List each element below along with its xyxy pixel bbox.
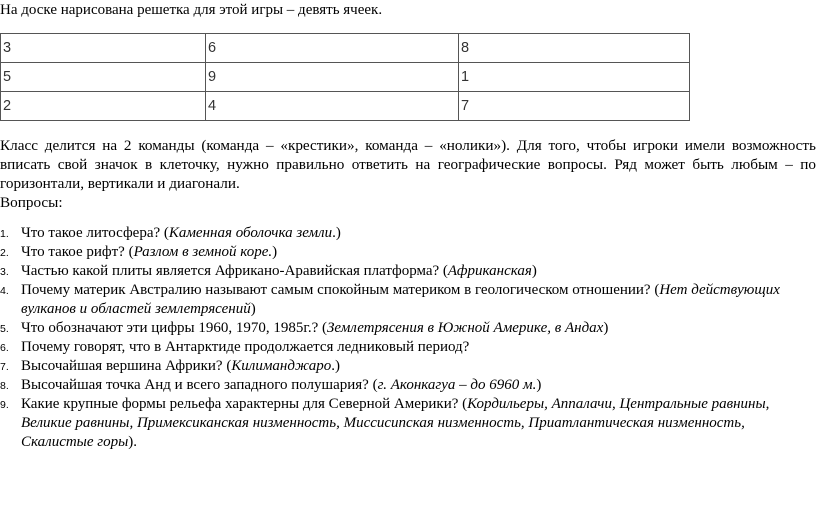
question-number: 8. <box>0 380 9 392</box>
question-number: 5. <box>0 323 9 335</box>
answer-text: Африканская <box>447 263 532 279</box>
answer-tail: .) <box>332 225 341 241</box>
question-text: Что обозначают эти цифры 1960, 1970, 1985г.? ( <box>21 320 327 336</box>
grid-cell: 4 <box>206 92 459 121</box>
grid-row <box>1 63 690 92</box>
question-text: Почему говорят, что в Антарктиде продолжается ледниковый период? <box>21 339 470 355</box>
question-item <box>0 357 816 376</box>
answer-tail: ) <box>603 320 609 336</box>
question-text: Высочайшая точка Анд и всего западного полушария? ( <box>21 377 378 393</box>
answer-text: Килиманджаро <box>231 358 332 374</box>
answer-tail: ) <box>536 377 542 393</box>
question-number: 1. <box>0 228 9 240</box>
questions-label: Вопросы: <box>0 194 63 211</box>
intro-text: На доске нарисована решетка для этой игры – девять ячеек. <box>0 2 383 18</box>
answer-text: Землетрясения в Южной Америке, в Андах <box>327 320 604 336</box>
grid-cell: 7 <box>459 92 690 121</box>
grid-cell: 6 <box>206 34 459 63</box>
question-text: Что такое рифт? ( <box>21 244 134 260</box>
question-text: Какие крупные формы рельефа характерны для Северной Америки? ( <box>21 396 468 412</box>
grid-cell: 8 <box>459 34 690 63</box>
game-grid <box>0 33 690 121</box>
grid-cell: 1 <box>459 63 690 92</box>
answer-tail: ). <box>128 434 138 450</box>
grid-cell: 9 <box>206 63 459 92</box>
question-number: 6. <box>0 342 9 354</box>
grid-cell: 2 <box>1 92 206 121</box>
answer-text: Нет действующих вулканов и областей землетрясений <box>21 282 780 317</box>
grid-cell: 3 <box>1 34 206 63</box>
question-item <box>0 281 816 319</box>
question-number: 7. <box>0 361 9 373</box>
question-text: Что такое литосфера? ( <box>21 225 169 241</box>
question-number: 2. <box>0 247 9 259</box>
question-number: 9. <box>0 399 9 411</box>
answer-tail: ) <box>250 301 256 317</box>
question-text: Почему материк Австралию называют самым спокойным материком в геологическом отношении? ( <box>21 282 660 298</box>
answer-text: Кордильеры, Аппалачи, Центральные равнины, Великие равнины, Примексиканская низменность, Миссисипская низменность, Приатлантическая низменность, Скалистые горы <box>21 396 770 450</box>
answer-tail: ) <box>531 263 537 279</box>
answer-text: г. Аконкагуа – до 6960 м. <box>377 377 537 393</box>
answer-tail: .) <box>331 358 340 374</box>
answer-tail: ) <box>272 244 278 260</box>
question-text: Частью какой плиты является Африкано-Аравийская платформа? ( <box>21 263 448 279</box>
question-text: Высочайшая вершина Африки? ( <box>21 358 232 374</box>
answer-text: Каменная оболочка земли <box>168 225 333 241</box>
grid-row <box>1 92 690 121</box>
answer-text: Разлом в земной коре. <box>133 244 273 260</box>
question-item <box>0 224 816 243</box>
grid-row <box>1 34 690 63</box>
question-number: 4. <box>0 285 9 297</box>
question-item <box>0 319 816 338</box>
rules-paragraph: Класс делится на 2 команды (команда – «крестики», команда – «нолики»). Для того, чтобы игроки имели возможность вписать свой значок в клеточку, нужно правильно ответить на географические вопросы. Ряд может быть любым – по горизонтали, вертикали и диагонали. <box>0 137 816 192</box>
question-item <box>0 262 816 281</box>
question-item <box>0 395 816 452</box>
question-item <box>0 338 816 357</box>
question-item <box>0 376 816 395</box>
question-item <box>0 243 816 262</box>
question-number: 3. <box>0 266 9 278</box>
questions-list <box>0 224 816 452</box>
grid-cell: 5 <box>1 63 206 92</box>
